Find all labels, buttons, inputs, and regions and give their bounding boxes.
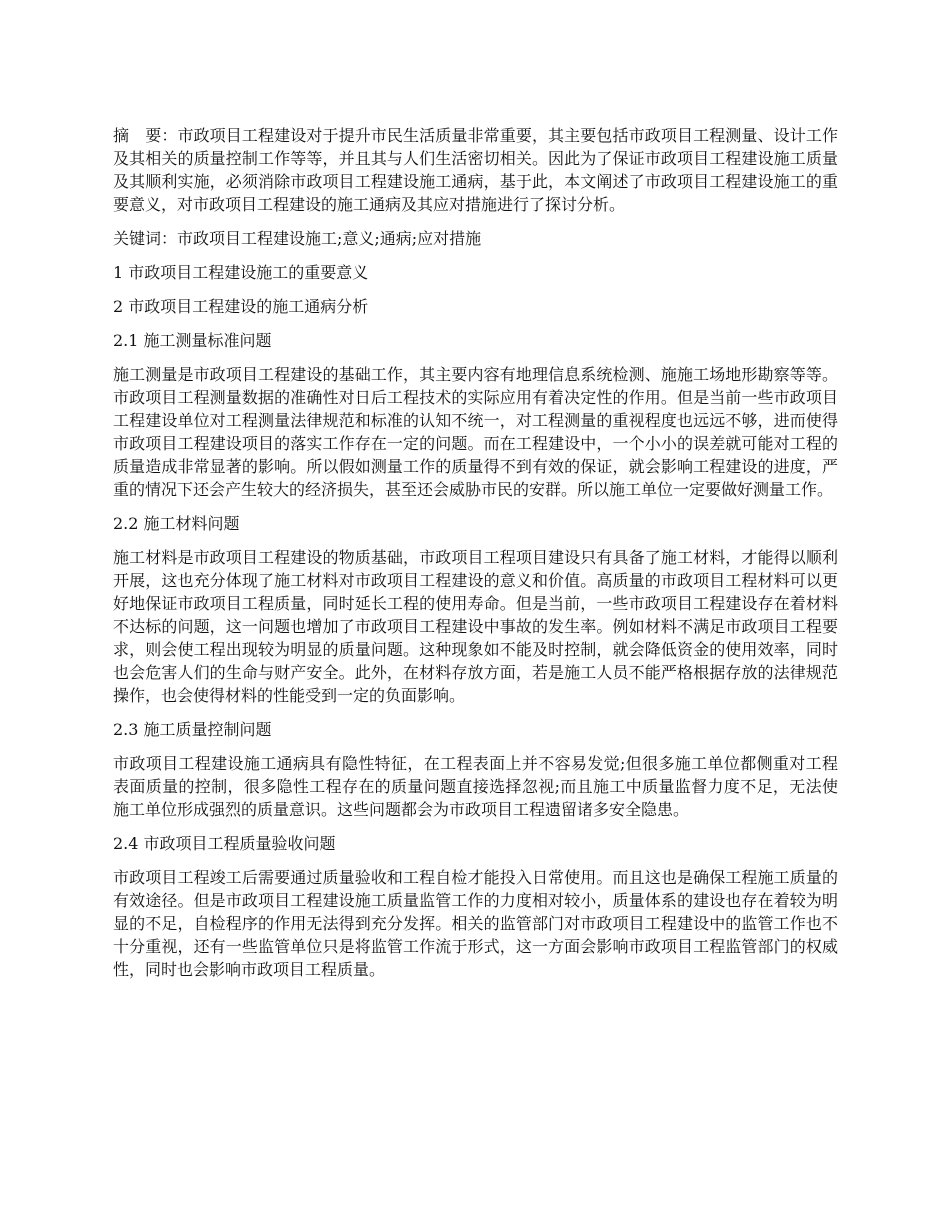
section-text-2-3: 市政项目工程建设施工通病具有隐性特征，在工程表面上并不容易发觉;但很多施工单位都侧重对工程表面质量的控制，很多隐性工程存在的质量问题直接选择忽视;而且施工中质量监督力度不足，无法使施工单位形成强烈的质量意识。这些问题都会为市政项目工程遗留诸多安全隐患。 xyxy=(113,754,838,819)
section-heading-2-4: 2.4 市政项目工程质量验收问题 xyxy=(113,834,336,853)
section-heading-2: 2 市政项目工程建设的施工通病分析 xyxy=(113,297,369,316)
abstract-paragraph xyxy=(113,124,838,216)
section-heading-2-2: 2.2 施工材料问题 xyxy=(113,514,240,533)
abstract-label: 摘 要： xyxy=(113,126,178,145)
section-text-2-1: 施工测量是市政项目工程建设的基础工作，其主要内容有地理信息系统检测、施施工场地形勘察等等。市政项目工程测量数据的准确性对日后工程技术的实际应用有着决定性的作用。但是当前一些市政项目工程建设单位对工程测量法律规范和标准的认知不统一，对工程测量的重视程度也远远不够，进而使得市政项目工程建设项目的落实工作存在一定的问题。而在工程建设中，一个小小的误差就可能对工程的质量造成非常显著的影响。所以假如测量工作的质量得不到有效的保证，就会影响工程建设的进度，严重的情况下还会产生较大的经济损失，甚至还会威胁市民的安群。所以施工单位一定要做好测量工作。 xyxy=(113,365,838,499)
section-text-2-4: 市政项目工程竣工后需要通过质量验收和工程自检才能投入日常使用。而且这也是确保工程施工质量的有效途径。但是市政项目工程建设施工质量监管工作的力度相对较小，质量体系的建设也存在着较为明显的不足，自检程序的作用无法得到充分发挥。相关的监管部门对市政项目工程建设中的监管工作也不十分重视，还有一些监管单位只是将监管工作流于形式，这一方面会影响市政项目工程监管部门的权威性，同时也会影响市政项目工程质量。 xyxy=(113,868,838,979)
section-heading-1: 1 市政项目工程建设施工的重要意义 xyxy=(113,263,369,282)
section-heading-2-1: 2.1 施工测量标准问题 xyxy=(113,331,272,350)
keywords-paragraph: 关键词：市政项目工程建设施工;意义;通病;应对措施 xyxy=(113,229,482,248)
document-body xyxy=(113,124,838,992)
abstract-text: 市政项目工程建设对于提升市民生活质量非常重要，其主要包括市政项目工程测量、设计工作及其相关的质量控制工作等等，并且其与人们生活密切相关。因此为了保证市政项目工程建设施工质量及其顺利实施，必须消除市政项目工程建设施工通病，基于此，本文阐述了市政项目工程建设施工的重要意义，对市政项目工程建设的施工通病及其应对措施进行了探讨分析。 xyxy=(113,126,838,214)
section-heading-2-3: 2.3 施工质量控制问题 xyxy=(113,720,272,739)
section-text-2-2: 施工材料是市政项目工程建设的物质基础，市政项目工程项目建设只有具备了施工材料，才能得以顺利开展，这也充分体现了施工材料对市政项目工程建设的意义和价值。高质量的市政项目工程材料可以更好地保证市政项目工程质量，同时延长工程的使用寿命。但是当前，一些市政项目工程建设存在着材料不达标的问题，这一问题也增加了市政项目工程建设中事故的发生率。例如材料不满足市政项目工程要求，则会使工程出现较为明显的质量问题。这种现象如不能及时控制，就会降低资金的使用效率，同时也会危害人们的生命与财产安全。此外，在材料存放方面，若是施工人员不能严格根据存放的法律规范操作，也会使得材料的性能受到一定的负面影响。 xyxy=(113,548,838,705)
